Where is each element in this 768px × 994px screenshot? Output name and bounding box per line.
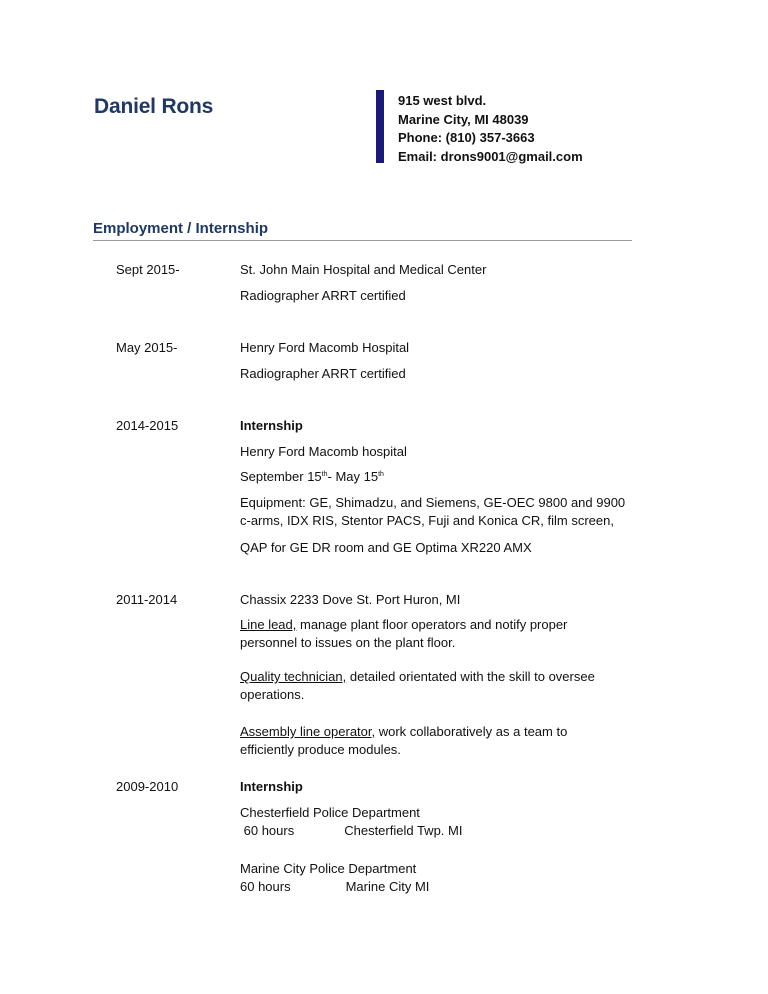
applicant-name: Daniel Rons [94, 95, 214, 118]
placement-hours: 60 hours [243, 823, 295, 838]
job-date: May 2015- [116, 340, 178, 355]
contact-email: Email: drons9001@gmail.com [398, 148, 583, 164]
job-date: Sept 2015- [116, 262, 180, 277]
duty-title: Quality technician, [240, 669, 347, 684]
period-sup-1: th [321, 471, 328, 478]
job-heading: Internship [240, 779, 303, 794]
placement-name: Marine City Police Department [240, 861, 417, 876]
contact-address: 915 west blvd. [398, 93, 487, 108]
duty-quality-technician [240, 668, 595, 704]
job-qap: QAP for GE DR room and GE Optima XR220 AMX [240, 540, 532, 555]
header-divider-bar [376, 90, 384, 163]
job-date: 2014-2015 [116, 418, 179, 433]
job-equipment [240, 494, 625, 530]
duty-desc-cont: operations. [240, 687, 305, 702]
duty-assembly-line-operator [240, 723, 567, 759]
contact-block [398, 92, 583, 166]
job-role: Radiographer ARRT certified [240, 288, 406, 303]
job-place: St. John Main Hospital and Medical Center [240, 262, 487, 277]
job-date: 2009-2010 [116, 779, 179, 794]
duty-desc-cont: personnel to issues on the plant floor. [240, 635, 456, 650]
duty-desc: work collaboratively as a team to [375, 724, 568, 739]
duty-line-lead [240, 616, 567, 652]
placement-marine-city [240, 860, 429, 896]
job-heading: Internship [240, 418, 303, 433]
duty-title: Assembly line operator, [240, 724, 376, 739]
duty-desc: detailed orientated with the skill to oversee [346, 669, 595, 684]
job-place: Chassix 2233 Dove St. Port Huron, MI [240, 592, 461, 607]
period-mid: - May 15 [327, 469, 379, 484]
contact-city: Marine City, MI 48039 [398, 111, 529, 127]
period-start: September 15 [240, 469, 322, 484]
job-role: Radiographer ARRT certified [240, 366, 406, 381]
period-sup-2: th [378, 471, 384, 478]
job-period [240, 468, 384, 486]
job-place: Henry Ford Macomb hospital [240, 444, 407, 459]
equipment-line-2: c-arms, IDX RIS, Stentor PACS, Fuji and Konica CR, film screen, [240, 513, 614, 528]
section-title: Employment / Internship [93, 220, 269, 237]
placement-chesterfield [240, 804, 462, 840]
placement-location: Chesterfield Twp. MI [344, 823, 463, 838]
duty-desc-cont: efficiently produce modules. [240, 742, 401, 757]
placement-name: Chesterfield Police Department [240, 805, 420, 820]
contact-phone: Phone: (810) 357-3663 [398, 130, 535, 145]
duty-title: Line lead, [240, 617, 297, 632]
duty-desc: manage plant floor operators and notify proper [296, 617, 568, 632]
job-date: 2011-2014 [116, 592, 178, 607]
job-place: Henry Ford Macomb Hospital [240, 340, 410, 355]
placement-location: Marine City MI [345, 879, 430, 894]
section-rule [93, 240, 632, 241]
placement-hours: 60 hours [240, 879, 291, 894]
equipment-line-1: Equipment: GE, Shimadzu, and Siemens, GE-OEC 9800 and 9900 [240, 495, 626, 510]
